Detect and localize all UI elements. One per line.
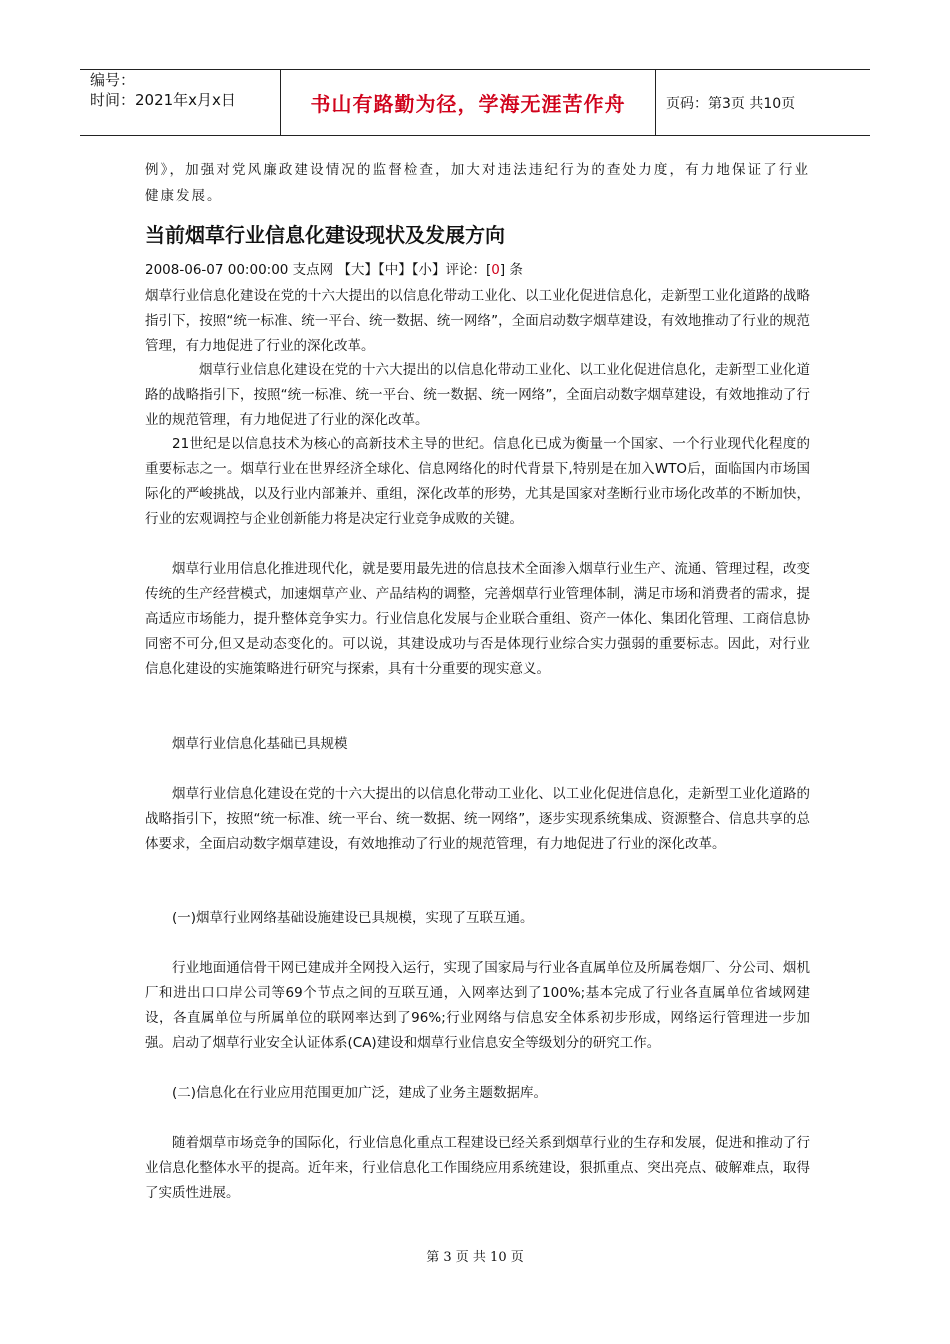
comment-count-link[interactable]: 0 <box>491 262 500 278</box>
meta-date-source: 2008-06-07 00:00:00 支点网 【大】【中】【小】评论：[ <box>145 262 492 278</box>
header-page-info: 页码：第3页 共10页 <box>666 96 796 112</box>
paragraph-7: 随着烟草市场竞争的国际化，行业信息化重点工程建设已经关系到烟草行业的生存和发展，促进和推动了行业信息化整体水平的提高。近年来，行业信息化工作围绕应用系统建设，狠抓重点、突出亮点、破解难点，取得了实质性进展。 <box>145 1135 810 1201</box>
header-motto: 书山有路勤为径，学海无涯苦作舟 <box>310 92 626 116</box>
paragraph-2: 烟草行业信息化建设在党的十六大提出的以信息化带动工业化、以工业化促进信息化，走新型工业化道路的战略指引下，按照“统一标准、统一平台、统一数据、统一网络”，全面启动数字烟草建设，有效地推动了行业的规范管理，有力地促进了行业的深化改革。 <box>145 362 810 428</box>
paragraph-1: 烟草行业信息化建设在党的十六大提出的以信息化带动工业化、以工业化促进信息化，走新型工业化道路的战略指引下，按照“统一标准、统一平台、统一数据、统一网络”，全面启动数字烟草建设，有效地推动了行业的规范管理，有力地促进了行业的深化改革。 <box>145 288 810 354</box>
header-left-block <box>90 70 236 110</box>
paragraph-6: 行业地面通信骨干网已建成并全网投入运行，实现了国家局与行业各直属单位及所属卷烟厂、分公司、烟机厂和进出口口岸公司等69个节点之间的互联互通，入网率达到了100%;基本完成了行业各直属单位省域网建设，各直属单位与所属单位的联网率达到了96%;行业网络与信息安全体系初步形成，网络运行管理进一步加强。启动了烟草行业安全认证体系(CA)建设和烟草行业信息安全等级划分的研究工作。 <box>145 960 810 1051</box>
header-divider-left <box>280 69 281 135</box>
section-heading-2: (一)烟草行业网络基础设施建设已具规模，实现了互联互通。 <box>172 910 534 926</box>
article-title: 当前烟草行业信息化建设现状及发展方向 <box>145 223 505 247</box>
page-footer: 第 3 页 共 10 页 <box>426 1250 524 1265</box>
header-divider-right <box>655 69 656 135</box>
paragraph-5: 烟草行业信息化建设在党的十六大提出的以信息化带动工业化、以工业化促进信息化，走新型工业化道路的战略指引下，按照“统一标准、统一平台、统一数据、统一网络”，逐步实现系统集成、资源整合、信息共享的总体要求，全面启动数字烟草建设，有效地推动了行业的规范管理，有力地促进了行业的深化改革。 <box>145 786 810 852</box>
code-label: 编号： <box>90 71 136 89</box>
article-meta <box>145 258 523 278</box>
time-label: 时间：2021年x月x日 <box>90 91 236 109</box>
section-heading-3: (二)信息化在行业应用范围更加广泛，建成了业务主题数据库。 <box>172 1085 548 1101</box>
paragraph-4: 烟草行业用信息化推进现代化，就是要用最先进的信息技术全面渗入烟草行业生产、流通、管理过程，改变传统的生产经营模式，加速烟草产业、产品结构的调整，完善烟草行业管理体制，满足市场和消费者的需求，提高适应市场能力，提升整体竞争实力。行业信息化发展与企业联合重组、资产一体化、集团化管理、工商信息协同密不可分,但又是动态变化的。可以说，其建设成功与否是体现行业综合实力强弱的重要标志。因此，对行业信息化建设的实施策略进行研究与探索，具有十分重要的现实意义。 <box>145 561 810 677</box>
paragraph-3: 21世纪是以信息技术为核心的高新技术主导的世纪。信息化已成为衡量一个国家、一个行业现代化程度的重要标志之一。烟草行业在世界经济全球化、信息网络化的时代背景下,特别是在加入WTO后，面临国内市场国际化的严峻挑战，以及行业内部兼并、重组，深化改革的形势，尤其是国家对垄断行业市场化改革的不断加快，行业的宏观调控与企业创新能力将是决定行业竞争成败的关键。 <box>145 436 810 527</box>
header-bottom-rule <box>80 135 870 136</box>
meta-suffix: ] 条 <box>499 262 523 278</box>
section-heading-1: 烟草行业信息化基础已具规模 <box>172 736 348 752</box>
intro-fragment: 例》，加强对党风廉政建设情况的监督检查，加大对违法违纪行为的查处力度，有力地保证了行业健康发展。 <box>145 162 810 204</box>
